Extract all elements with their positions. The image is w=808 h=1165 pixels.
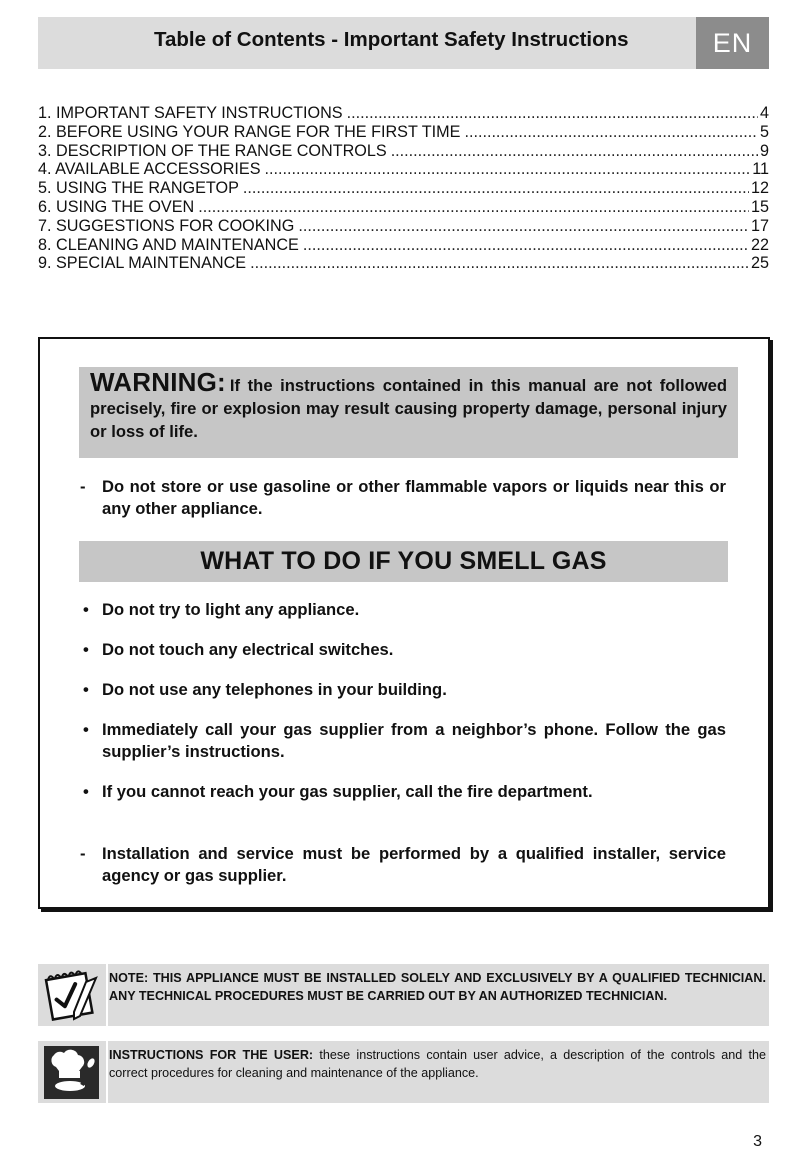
warning-text: If the instructions contained in this manual are not followed precisely, fire or explosion may result causing property damage, personal injury or loss of life. bbox=[90, 376, 727, 441]
toc-entry-title: 5. USING THE RANGETOP bbox=[38, 179, 239, 198]
bullet-marker: • bbox=[83, 640, 89, 659]
bullet-marker: • bbox=[83, 600, 89, 619]
toc-entry-page: 22 bbox=[750, 235, 769, 254]
technician-note bbox=[38, 964, 769, 1026]
user-note-text bbox=[109, 1046, 766, 1082]
list-item-text: Do not use any telephones in your building. bbox=[102, 680, 447, 699]
list-item bbox=[80, 781, 726, 803]
toc-leader-dots bbox=[391, 142, 758, 161]
warning-item-gasoline bbox=[80, 476, 726, 519]
toc-leader-dots bbox=[303, 236, 749, 255]
page-header bbox=[38, 17, 769, 69]
toc-entry[interactable] bbox=[38, 104, 769, 123]
toc-entry[interactable] bbox=[38, 160, 769, 179]
list-item bbox=[80, 679, 726, 701]
toc-entry-page: 17 bbox=[750, 216, 769, 235]
toc-entry-page: 12 bbox=[750, 179, 769, 198]
toc-entry-page: 4 bbox=[759, 104, 769, 122]
toc-entry-page: 11 bbox=[752, 160, 769, 179]
toc-entry-page: 5 bbox=[759, 122, 769, 141]
toc-entry[interactable] bbox=[38, 198, 769, 217]
note-text: NOTE: THIS APPLIANCE MUST BE INSTALLED SOLELY AND EXCLUSIVELY BY A QUALIFIED TECHNICIAN. ANY TECHNICAL PROCEDURES MUST BE CARRIED OUT BY AN AUTHORIZED TECHNICIAN. bbox=[109, 971, 766, 1003]
toc-entry[interactable] bbox=[38, 254, 769, 273]
list-item bbox=[80, 639, 726, 661]
toc-entry-title: 4. AVAILABLE ACCESSORIES bbox=[38, 160, 261, 179]
toc-leader-dots bbox=[198, 198, 749, 217]
list-item-text: Immediately call your gas supplier from a neighbor’s phone. Follow the gas supplier’s instructions. bbox=[102, 720, 726, 761]
bullet-marker: • bbox=[83, 781, 89, 801]
toc-entry-title: 2. BEFORE USING YOUR RANGE FOR THE FIRST TIME bbox=[38, 122, 461, 141]
list-item-text: Do not try to light any appliance. bbox=[102, 600, 360, 619]
toc-entry-title: 9. SPECIAL MAINTENANCE bbox=[38, 254, 247, 273]
toc-entry-title: 8. CLEANING AND MAINTENANCE bbox=[38, 235, 299, 254]
toc-entry[interactable] bbox=[38, 236, 769, 255]
user-note-label: INSTRUCTIONS FOR THE USER: bbox=[109, 1048, 314, 1062]
user-instructions-note bbox=[38, 1041, 769, 1103]
toc-entry[interactable] bbox=[38, 217, 769, 236]
warning-item-installation bbox=[80, 843, 726, 886]
bullet-marker: • bbox=[83, 680, 89, 699]
toc-entry-page: 9 bbox=[759, 141, 769, 160]
checklist-pencil-icon bbox=[38, 964, 108, 1026]
toc-leader-dots bbox=[298, 217, 749, 236]
language-badge: EN bbox=[696, 17, 769, 69]
warning-item-text: Do not store or use gasoline or other flammable vapors or liquids near this or any other appliance. bbox=[102, 477, 726, 518]
toc-entry-page: 25 bbox=[750, 254, 769, 273]
bullet-marker: • bbox=[83, 720, 89, 739]
toc-entry-title: 6. USING THE OVEN bbox=[38, 197, 195, 216]
toc-leader-dots bbox=[265, 160, 751, 179]
page-number: 3 bbox=[753, 1133, 762, 1150]
toc-entry-title: 1. IMPORTANT SAFETY INSTRUCTIONS bbox=[38, 104, 343, 122]
list-item bbox=[80, 599, 726, 621]
list-item bbox=[80, 719, 726, 762]
dash-marker: - bbox=[80, 477, 86, 496]
chef-hat-spoon-icon bbox=[38, 1041, 108, 1103]
toc-leader-dots bbox=[464, 123, 758, 142]
dash-marker: - bbox=[80, 844, 86, 863]
table-of-contents bbox=[38, 104, 769, 273]
user-note-body: these instructions contain user advice, a description of the controls and the correct procedures for cleaning and maintenance of the appliance. bbox=[109, 1048, 766, 1080]
toc-leader-dots bbox=[250, 254, 749, 273]
toc-entry[interactable] bbox=[38, 142, 769, 161]
toc-entry-title: 7. SUGGESTIONS FOR COOKING bbox=[38, 216, 295, 235]
warning-item-text: Installation and service must be performed by a qualified installer, service agency or gas supplier. bbox=[102, 844, 726, 885]
list-item-text: Do not touch any electrical switches. bbox=[102, 640, 394, 659]
toc-leader-dots bbox=[243, 179, 749, 198]
warning-heading: WARNING: bbox=[90, 367, 226, 397]
toc-entry[interactable] bbox=[38, 179, 769, 198]
toc-entry[interactable] bbox=[38, 123, 769, 142]
toc-entry-title: 3. DESCRIPTION OF THE RANGE CONTROLS bbox=[38, 141, 387, 160]
toc-leader-dots bbox=[347, 104, 758, 123]
gas-smell-heading: WHAT TO DO IF YOU SMELL GAS bbox=[79, 541, 728, 582]
gas-instructions-list bbox=[80, 599, 726, 821]
warning-box bbox=[79, 367, 738, 458]
toc-entry-page: 15 bbox=[750, 197, 769, 216]
list-item-text: If you cannot reach your gas supplier, call the fire department. bbox=[102, 781, 593, 801]
page-title: Table of Contents - Important Safety Instructions bbox=[154, 28, 629, 51]
